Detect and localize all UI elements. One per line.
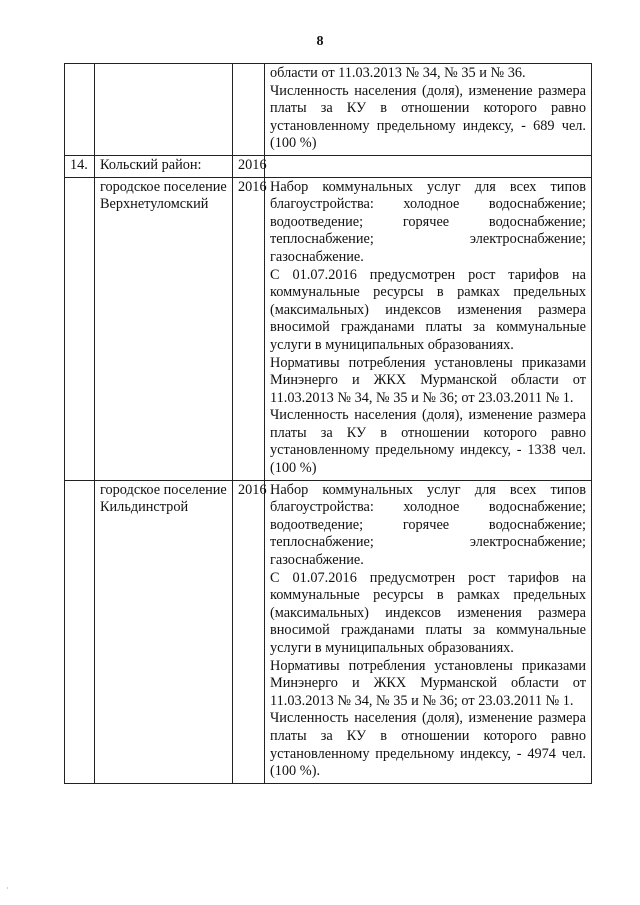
description-paragraph: Численность населения (доля), изменение размера платы за КУ в отношении которого равно установленному предельному индексу, - 1338 чел. (100 %) [270, 407, 586, 477]
year-cell: 2016 [233, 480, 265, 783]
table-row [65, 177, 592, 480]
territory-cell: городское поселение Верхнетуломский [95, 177, 233, 480]
territory-cell [95, 64, 233, 156]
description-paragraph: Численность населения (доля), изменение размера платы за КУ в отношении которого равно установленному предельному индексу, - 689 чел. (100 %) [270, 82, 586, 152]
row-number-cell: 14. [65, 155, 95, 177]
description-paragraph: Нормативы потребления установлены приказами Минэнерго и ЖКХ Мурманской области от 11.03.2013 № 34, № 35 и № 36; от 23.03.2011 № 1. [270, 354, 586, 406]
description-paragraph: Численность населения (доля), изменение размера платы за КУ в отношении которого равно установленному предельному индексу, - 4974 чел. (100 %). [270, 710, 586, 780]
tariff-table [64, 63, 592, 784]
year-cell: 2016 [233, 155, 265, 177]
description-paragraph: С 01.07.2016 предусмотрен рост тарифов на коммунальные ресурсы в рамках предельных (максимальных) индексов изменения размера вносимой гражданами платы за коммунальные услуги в муниципальных образованиях. [270, 569, 586, 656]
description-cell [265, 480, 592, 783]
table-row [65, 480, 592, 783]
description-paragraph: области от 11.03.2013 № 34, № 35 и № 36. [270, 65, 526, 81]
scan-edge-mark: · [6, 884, 9, 893]
table-row [65, 64, 592, 156]
table-row [65, 155, 592, 177]
row-number-cell [65, 64, 95, 156]
description-cell [265, 64, 592, 156]
description-paragraph: Набор коммунальных услуг для всех типов благоустройства: холодное водоснабжение; водоотведение; горячее водоснабжение; теплоснабжение; электроснабжение; газоснабжение. [270, 481, 586, 569]
territory-cell: городское поселение Кильдинстрой [95, 480, 233, 783]
row-number-cell [65, 177, 95, 480]
row-number-cell [65, 480, 95, 783]
page-number: 8 [316, 34, 324, 49]
description-paragraph: Нормативы потребления установлены приказами Минэнерго и ЖКХ Мурманской области от 11.03.2013 № 34, № 35 и № 36; от 23.03.2011 № 1. [270, 657, 586, 709]
description-cell [265, 177, 592, 480]
description-cell [265, 155, 592, 177]
year-cell: 2016 [233, 177, 265, 480]
territory-cell: Кольский район: [95, 155, 233, 177]
description-paragraph: Набор коммунальных услуг для всех типов благоустройства: холодное водоснабжение; водоотведение; горячее водоснабжение; теплоснабжение; электроснабжение; газоснабжение. [270, 178, 586, 265]
description-paragraph: С 01.07.2016 предусмотрен рост тарифов на коммунальные ресурсы в рамках предельных (максимальных) индексов изменения размера вносимой гражданами платы за коммунальные услуги в муниципальных образованиях. [270, 266, 586, 353]
year-cell [233, 64, 265, 156]
